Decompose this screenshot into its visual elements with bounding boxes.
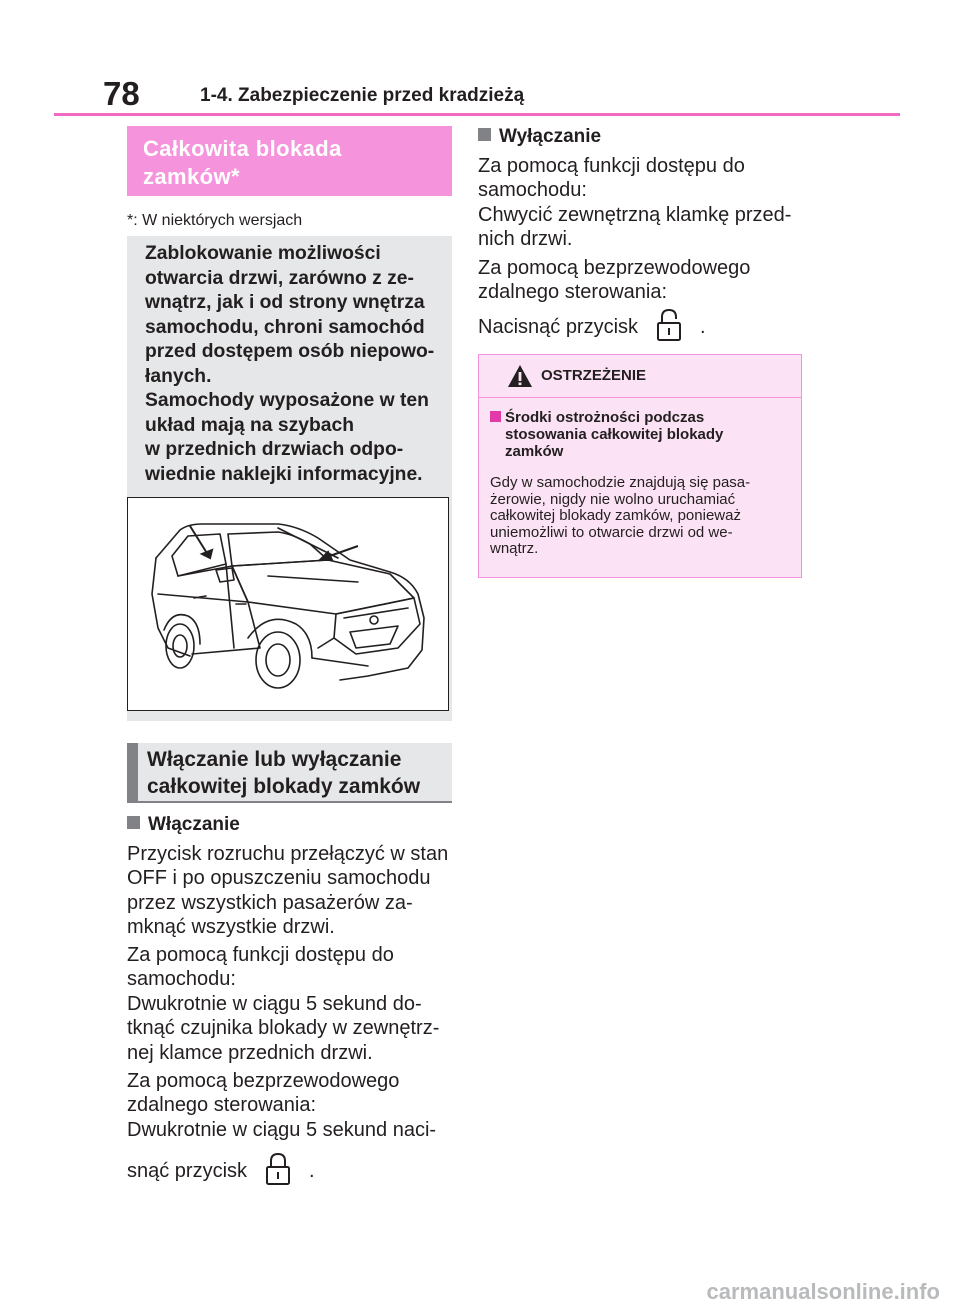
suv-drawing xyxy=(128,498,448,710)
lock-open-icon xyxy=(656,308,682,342)
subsection-heading: Włączanie lub wyłączanie całkowitej blokady zamków xyxy=(147,748,421,798)
header-rule xyxy=(54,113,900,116)
enable-paragraph-2: Za pomocą funkcji dostępu do samochodu: Dwukrotnie w ciągu 5 sekund do- tknąć czujnika blokady w zewnętrz- nej klamce przednich drzwi. xyxy=(127,944,440,1064)
section-heading-box xyxy=(127,126,452,196)
section-title: 1-4. Zabezpieczenie przed kradzieżą xyxy=(200,85,525,106)
warning-title: Środki ostrożności podczas stosowania całkowitej blokady zamków xyxy=(490,409,790,460)
page-number: 78 xyxy=(103,75,140,112)
square-bullet-icon xyxy=(127,816,140,829)
warning-header xyxy=(479,355,801,397)
subsection-heading-box xyxy=(127,743,452,801)
intro-text: Zablokowanie możliwości otwarcia drzwi, zarówno z ze- wnątrz, jak i od strony wnętrza samochodu, chroni samochód przed dostępem osób niepowo- łanych. Samochody wyposażone w ten układ mają na szybach w przednich drzwiach odpo- wiednie naklejki informacyjne. xyxy=(145,243,435,485)
square-bullet-icon xyxy=(490,411,501,422)
warning-text: Gdy w samochodzie znajdują się pasa- żerowie, nigdy nie wolno uruchamiać całkowitej blokady zamków, ponieważ uniemożliwi to otwarcie drzwi od we- wnątrz. xyxy=(490,474,751,558)
lock-closed-icon xyxy=(265,1152,291,1186)
watermark: carmanualsonline.info xyxy=(706,1279,940,1304)
tab-accent-bar xyxy=(127,743,138,801)
car-illustration xyxy=(127,497,449,711)
section-heading: Całkowita blokada zamków* xyxy=(143,136,342,189)
subsection-rule xyxy=(127,801,452,803)
disable-heading: Wyłączanie xyxy=(478,125,601,149)
warning-box xyxy=(478,354,802,578)
enable-heading: Włączanie xyxy=(127,813,240,837)
enable-paragraph-1: Przycisk rozruchu przełączyć w stan OFF i po opuszczeniu samochodu przez wszystkich pasażerów za- mknąć wszystkie drzwi. xyxy=(127,843,449,939)
footnote: *: W niektórych wersjach xyxy=(127,212,303,229)
square-bullet-icon xyxy=(478,128,491,141)
warning-label: OSTRZEŻENIE xyxy=(541,367,647,384)
warning-triangle-icon xyxy=(507,364,533,388)
warning-header-rule xyxy=(479,397,801,398)
disable-paragraph-2: Za pomocą bezprzewodowego zdalnego sterowania: xyxy=(478,257,751,304)
disable-paragraph-1: Za pomocą funkcji dostępu do samochodu: Chwycić zewnętrzną klamkę przed- nich drzwi. xyxy=(478,155,792,251)
enable-paragraph-3: Za pomocą bezprzewodowego zdalnego sterowania: Dwukrotnie w ciągu 5 sekund naci- snąć przycisk . xyxy=(127,1069,457,1186)
disable-paragraph-3: Nacisnąć przycisk . xyxy=(478,308,808,342)
